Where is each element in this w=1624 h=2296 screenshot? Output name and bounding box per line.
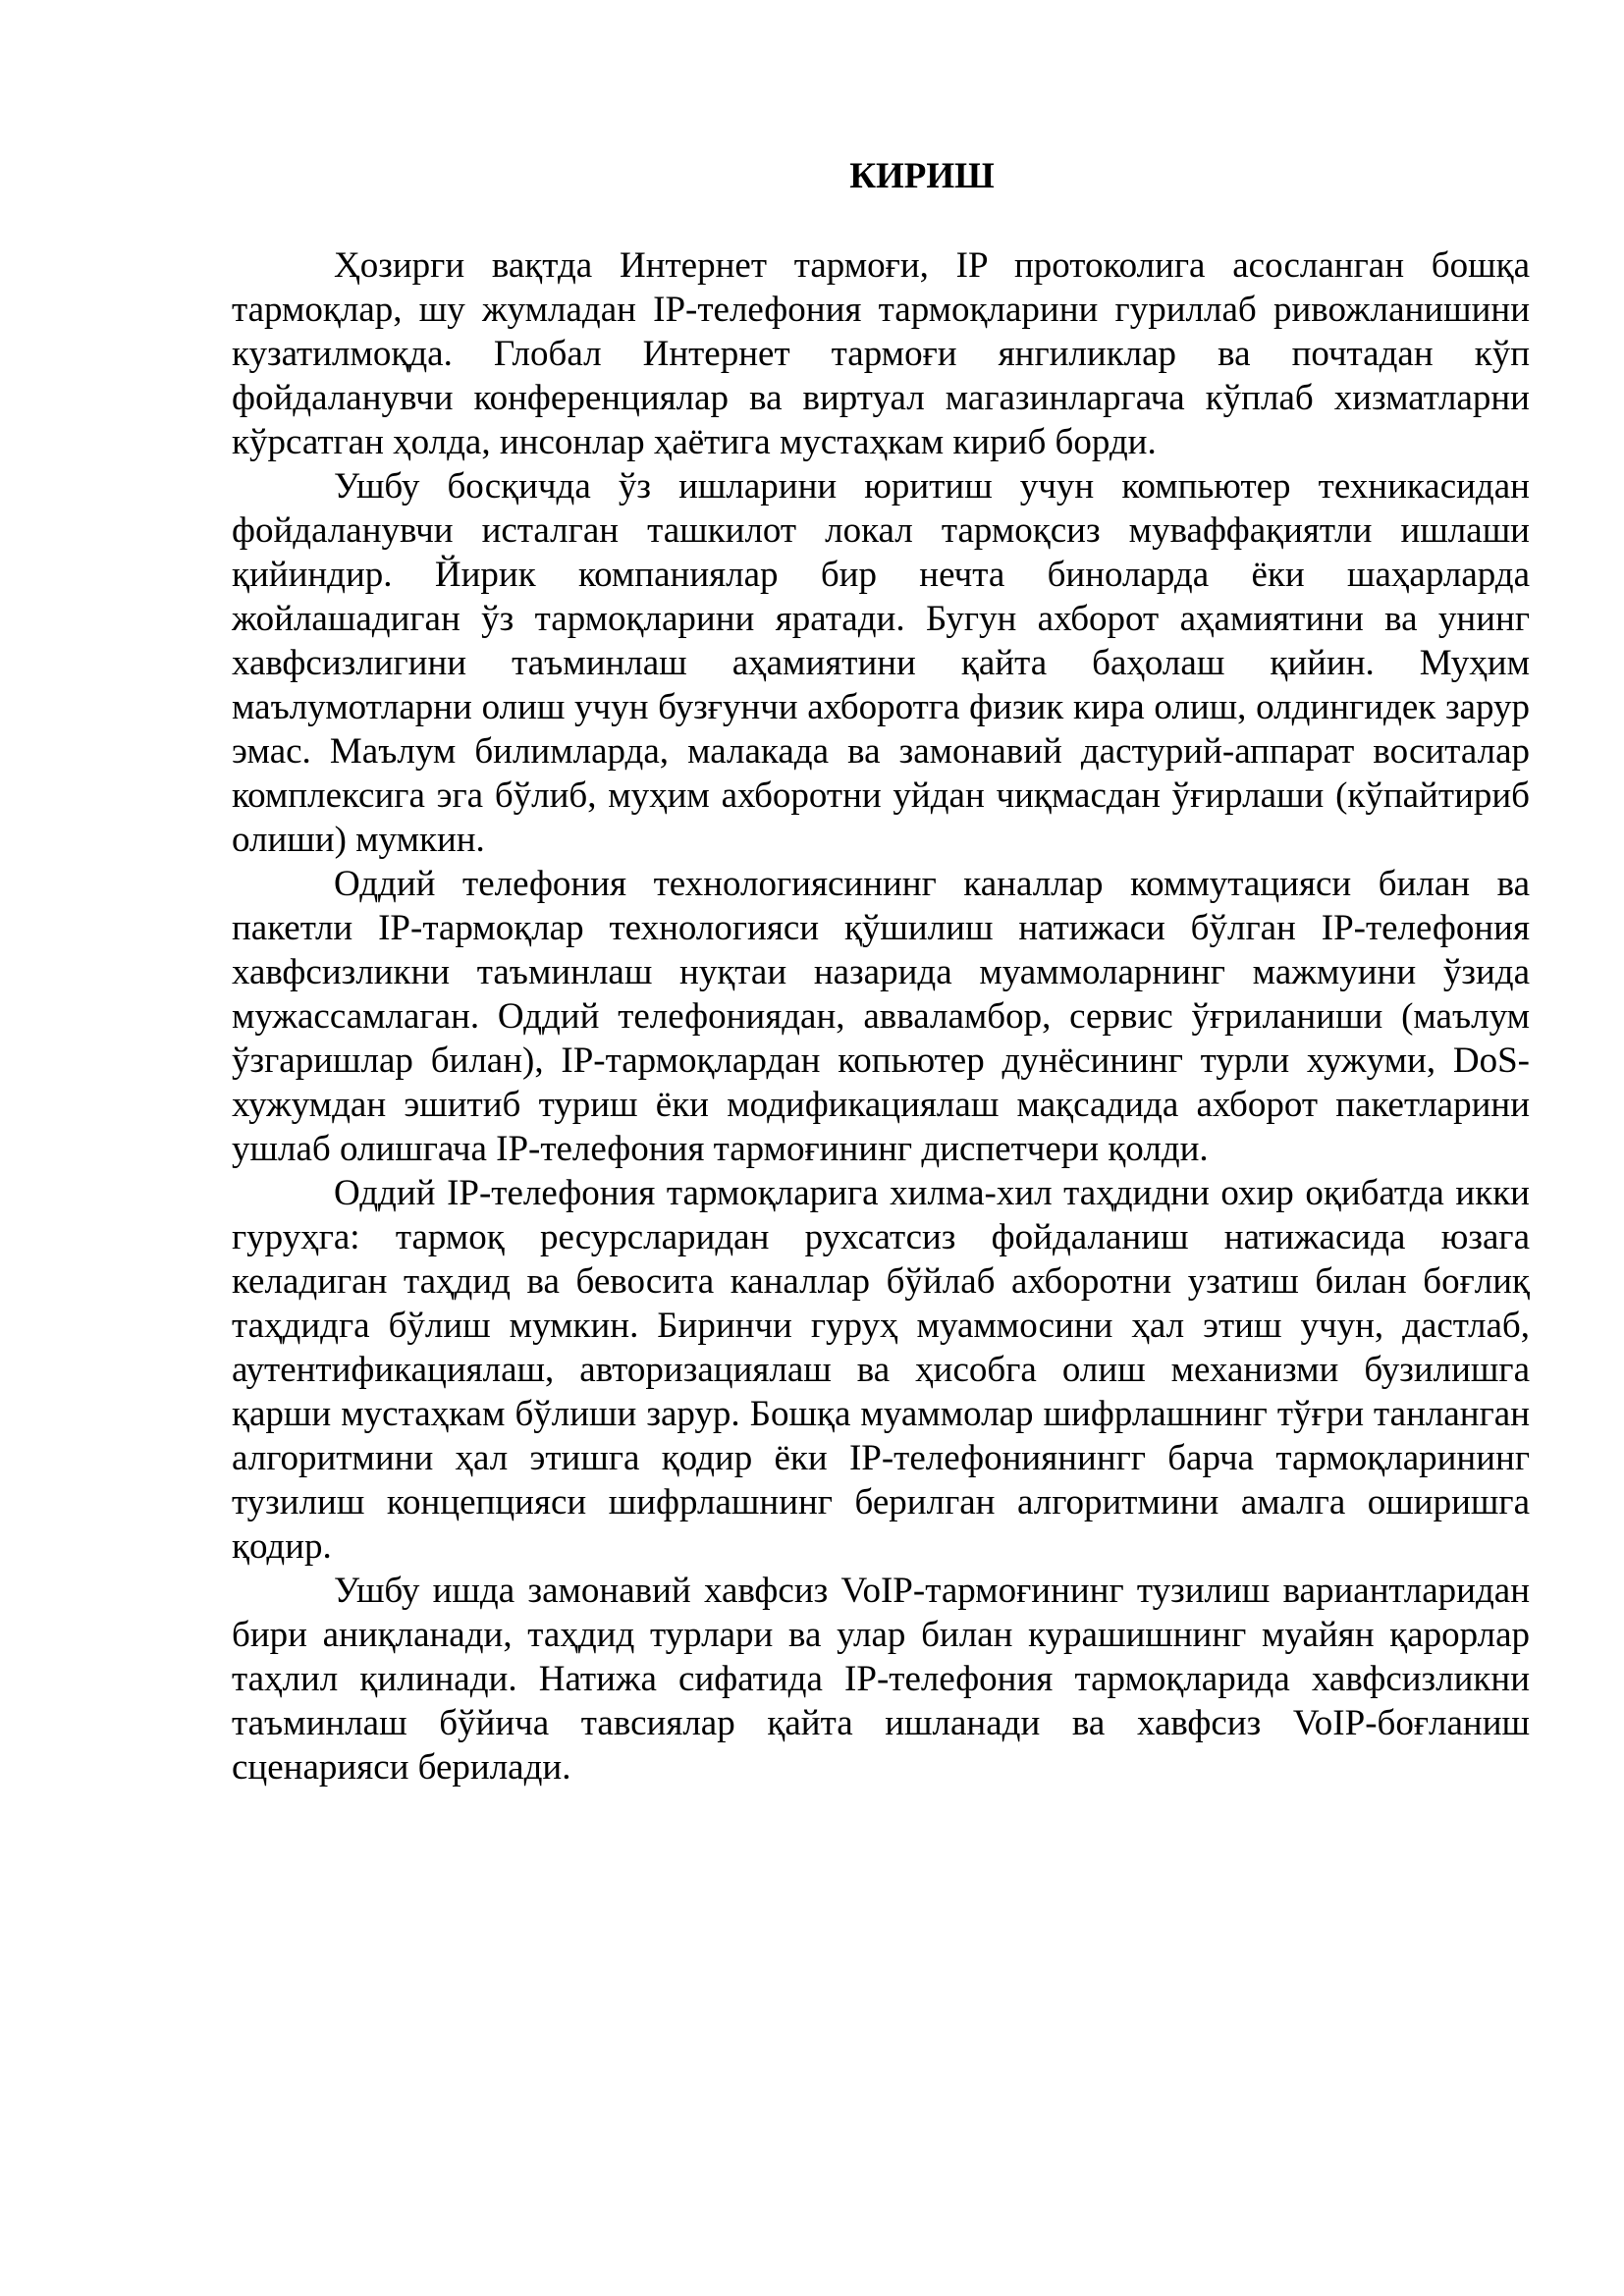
paragraph-2: Ушбу босқичда ўз ишларини юритиш учун компьютер техникасидан фойдаланувчи исталган ташкилот локал тармоқсиз муваффақиятли ишлаши қийиндир. Йирик компаниялар бир нечта биноларда ёки шаҳарларда жойлашадиган ўз тармоқларини яратади. Бугун ахборот аҳамиятини ва унинг хавфсизлигини таъминлаш аҳамиятини қайта баҳолаш қийин. Муҳим маълумотларни олиш учун бузғунчи ахборотга физик кира олиш, олдингидек зарур эмас. Маълум билимларда, малакада ва замонавий дастурий-аппарат воситалар комплексига эга бўлиб, муҳим ахборотни уйдан чиқмасдан ўғирлаши (кўпайтириб олиши) мумкин. [232, 466, 1530, 860]
paragraph-4: Оддий IP-телефония тармоқларига хилма-хил таҳдидни охир оқибатда икки гуруҳга: тармоқ ресурсларидан рухсатсиз фойдаланиш натижасида юзага келадиган таҳдид ва бевосита каналлар бўйлаб ахборотни узатиш билан боғлиқ таҳдидга бўлиш мумкин. Биринчи гуруҳ муаммосини ҳал этиш учун, дастлаб, аутентификациялаш, авторизациялаш ва ҳисобга олиш механизми бузилишга қарши мустаҳкам бўлиши зарур. Бошқа муаммолар шифрлашнинг тўғри танланган алгоритмини ҳал этишга қодир ёки IP-телефониянингг барча тармоқларининг тузилиш концепцияси шифрлашнинг берилган алгоритмини амалга оширишга қодир. [232, 1173, 1530, 1567]
paragraph-1: Ҳозирги вақтда Интернет тармоғи, IP протоколига асосланган бошқа тармоқлар, шу жумладан IP-телефония тармоқларини гуриллаб ривожланишини кузатилмоқда. Глобал Интернет тармоғи янгиликлар ва почтадан кўп фойдаланувчи конференциялар ва виртуал магазинларгача кўплаб хизматларни кўрсатган ҳолда, инсонлар ҳаётига мустаҳкам кириб борди. [232, 245, 1530, 462]
paragraph-3: Оддий телефония технологиясининг каналлар коммутацияси билан ва пакетли IP-тармоқлар технологияси қўшилиш натижаси бўлган IP-телефония хавфсизликни таъминлаш нуқтаи назарида муаммоларнинг мажмуини ўзида мужассамлаган. Оддий телефониядан, авваламбор, сервис ўғриланиши (маълум ўзгаришлар билан), IP-тармоқлардан копьютер дунёсининг турли хужуми, DoS-хужумдан эшитиб туриш ёки модификациялаш мақсадида ахборот пакетларини ушлаб олишгача IP-телефония тармоғининг диспетчери қолди. [232, 864, 1530, 1169]
page-content [232, 147, 1530, 1789]
section-title: КИРИШ [849, 156, 995, 196]
paragraph-5: Ушбу ишда замонавий хавфсиз VoIP-тармоғининг тузилиш вариантларидан бири аниқланади, таҳдид турлари ва улар билан курашишнинг муайян қарорлар таҳлил қилинади. Натижа сифатида IP-телефония тармоқларида хавфсизликни таъминлаш бўйича тавсиялар қайта ишланади ва хавфсиз VoIP-боғланиш сценарияси берилади. [232, 1571, 1530, 1788]
